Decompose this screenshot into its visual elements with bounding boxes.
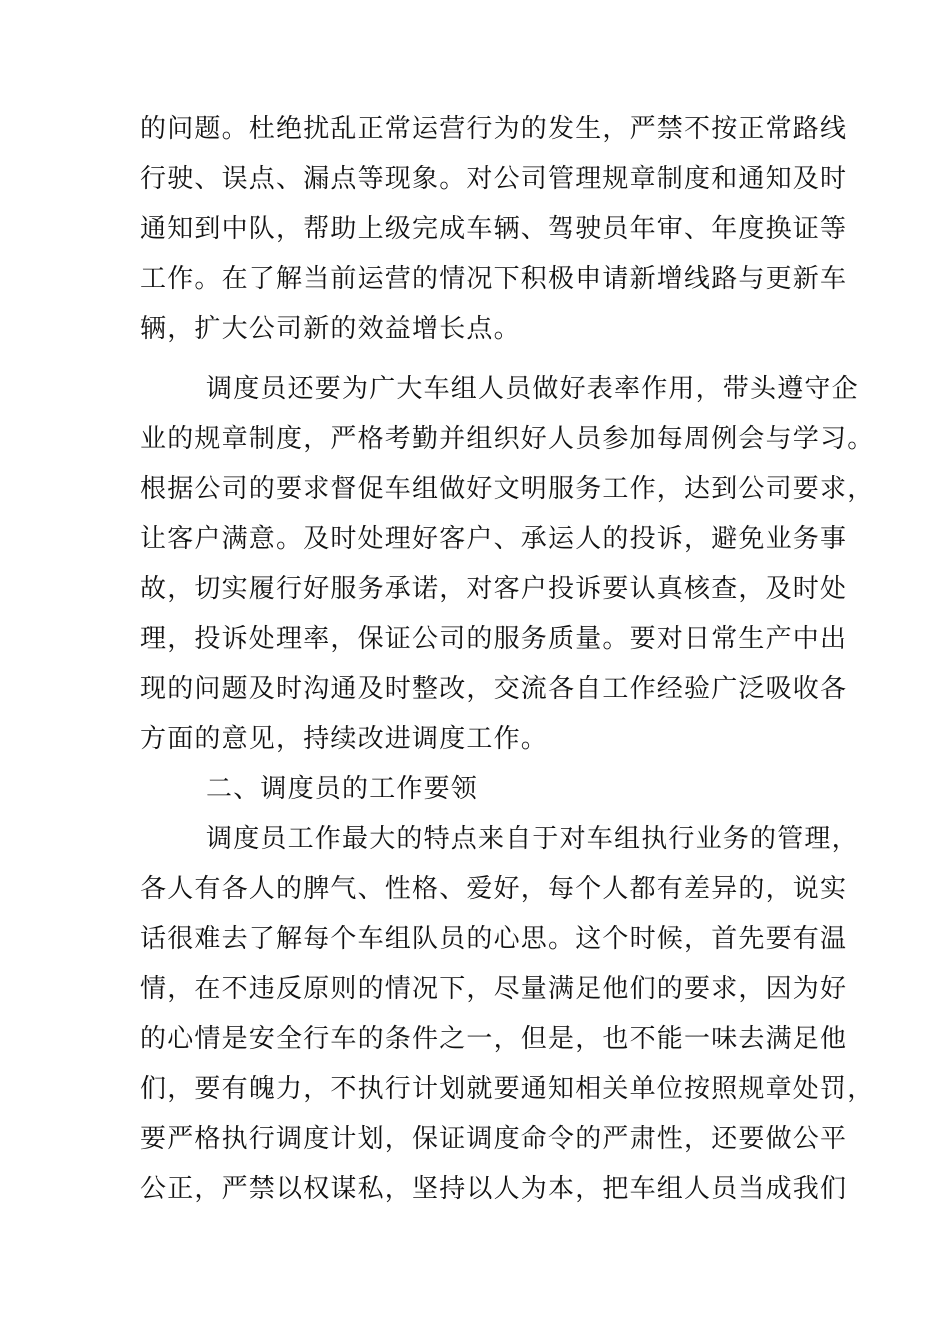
text-line: 的心情是安全行车的条件之一，但是，也不能一味去满足他 [140,1024,848,1054]
document-body [140,104,875,1214]
text-line: 的问题。杜绝扰乱正常运营行为的发生，严禁不按正常路线 [140,114,848,144]
paragraph-gap [140,354,812,364]
text-line: 辆，扩大公司新的效益增长点。 [140,314,521,344]
text-line: 根据公司的要求督促车组做好文明服务工作，达到公司要求， [140,474,875,504]
text-line: 方面的意见，持续改进调度工作。 [140,724,549,754]
text-line: 话很难去了解每个车组队员的心思。这个时候，首先要有温 [140,924,848,954]
text-line: 故，切实履行好服务承诺，对客户投诉要认真核查，及时处 [140,574,848,604]
text-line: 公正，严禁以权谋私，坚持以人为本，把车组人员当成我们 [140,1174,848,1204]
paragraph-start-line: 调度员工作最大的特点来自于对车组执行业务的管理， [206,824,859,854]
text-line: 要严格执行调度计划，保证调度命令的严肃性，还要做公平 [140,1124,848,1154]
text-line: 理，投诉处理率，保证公司的服务质量。要对日常生产中出 [140,624,848,654]
text-line: 让客户满意。及时处理好客户、承运人的投诉，避免业务事 [140,524,848,554]
text-line: 各人有各人的脾气、性格、爱好，每个人都有差异的，说实 [140,874,848,904]
text-line: 通知到中队，帮助上级完成车辆、驾驶员年审、年度换证等 [140,214,848,244]
text-line: 情，在不违反原则的情况下，尽量满足他们的要求，因为好 [140,974,848,1004]
text-line: 业的规章制度，严格考勤并组织好人员参加每周例会与学习。 [140,424,875,454]
text-line: 现的问题及时沟通及时整改，交流各自工作经验广泛吸收各 [140,674,848,704]
paragraph-start-line: 调度员还要为广大车组人员做好表率作用，带头遵守企 [206,374,859,404]
text-line: 工作。在了解当前运营的情况下积极申请新增线路与更新车 [140,264,848,294]
text-line: 们，要有魄力，不执行计划就要通知相关单位按照规章处罚， [140,1074,875,1104]
section-heading: 二、调度员的工作要领 [206,774,479,804]
text-line: 行驶、误点、漏点等现象。对公司管理规章制度和通知及时 [140,164,848,194]
